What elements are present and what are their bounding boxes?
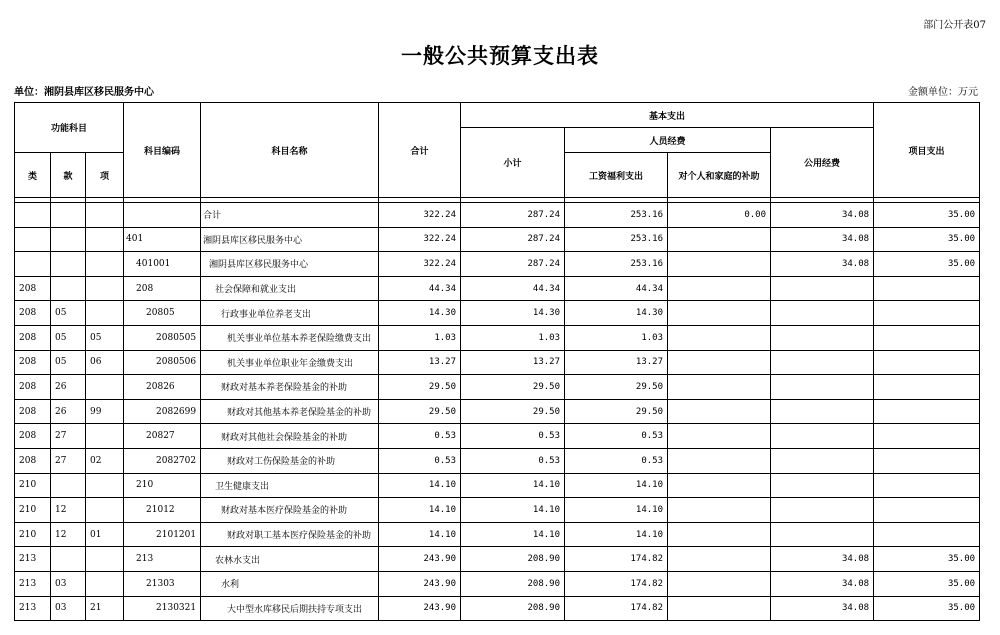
header-public: 公用经费: [771, 128, 874, 198]
table-row: [15, 375, 980, 400]
cell-project: [874, 448, 980, 473]
cell-public: [771, 424, 874, 449]
cell-total: 0.53: [379, 448, 461, 473]
cell-name: 社会保障和就业支出: [201, 276, 379, 301]
cell-kuan: 26: [51, 399, 86, 424]
header-personnel: 人员经费: [565, 128, 771, 153]
cell-subsidy: [668, 375, 771, 400]
cell-kuan: [51, 227, 86, 252]
cell-subsidy: [668, 498, 771, 523]
cell-code: 20826: [124, 375, 201, 400]
cell-subsidy: [668, 301, 771, 326]
header-subject-code: 科目编码: [124, 103, 201, 198]
cell-total: 29.50: [379, 399, 461, 424]
cell-lei: 210: [15, 473, 51, 498]
table-row: [15, 203, 980, 228]
cell-salary: 253.16: [565, 203, 668, 228]
cell-xiang: 02: [86, 448, 124, 473]
cell-subtotal: 29.50: [461, 399, 565, 424]
cell-subsidy: [668, 325, 771, 350]
cell-xiang: 01: [86, 522, 124, 547]
amount-unit-label: 金额单位：万元: [908, 87, 978, 98]
cell-name: 财政对基本医疗保险基金的补助: [201, 498, 379, 523]
cell-lei: 208: [15, 325, 51, 350]
cell-kuan: [51, 276, 86, 301]
cell-subtotal: 287.24: [461, 203, 565, 228]
cell-public: 34.08: [771, 571, 874, 596]
table-row: [15, 547, 980, 572]
cell-code: 2082699: [124, 399, 201, 424]
cell-subtotal: 13.27: [461, 350, 565, 375]
cell-total: 322.24: [379, 252, 461, 277]
cell-lei: 210: [15, 522, 51, 547]
header-kuan: 款: [51, 153, 86, 198]
cell-project: [874, 473, 980, 498]
header-subsidy: 对个人和家庭的补助: [668, 153, 771, 198]
budget-expenditure-table: [14, 102, 980, 621]
table-row: [15, 498, 980, 523]
cell-subsidy: [668, 596, 771, 621]
table-row: [15, 596, 980, 621]
cell-total: 14.10: [379, 498, 461, 523]
cell-project: 35.00: [874, 227, 980, 252]
cell-subtotal: 14.30: [461, 301, 565, 326]
header-lei: 类: [15, 153, 51, 198]
cell-code: 2130321: [124, 596, 201, 621]
cell-subtotal: 208.90: [461, 547, 565, 572]
cell-public: [771, 498, 874, 523]
cell-public: 34.08: [771, 252, 874, 277]
cell-code: 213: [124, 547, 201, 572]
cell-lei: 213: [15, 571, 51, 596]
cell-name: 水利: [201, 571, 379, 596]
header-subject-name: 科目名称: [201, 103, 379, 198]
cell-project: [874, 399, 980, 424]
cell-kuan: 05: [51, 325, 86, 350]
cell-xiang: [86, 276, 124, 301]
cell-name: 行政事业单位养老支出: [201, 301, 379, 326]
cell-subsidy: [668, 252, 771, 277]
cell-project: [874, 498, 980, 523]
cell-xiang: 99: [86, 399, 124, 424]
cell-xiang: 21: [86, 596, 124, 621]
cell-project: 35.00: [874, 547, 980, 572]
cell-project: [874, 325, 980, 350]
cell-name: 财政对工伤保险基金的补助: [201, 448, 379, 473]
cell-xiang: [86, 301, 124, 326]
cell-name: 财政对基本养老保险基金的补助: [201, 375, 379, 400]
cell-total: 243.90: [379, 596, 461, 621]
cell-xiang: [86, 498, 124, 523]
cell-lei: 208: [15, 424, 51, 449]
cell-subsidy: [668, 522, 771, 547]
table-row: [15, 424, 980, 449]
cell-salary: 1.03: [565, 325, 668, 350]
cell-total: 14.30: [379, 301, 461, 326]
cell-code: 2080506: [124, 350, 201, 375]
header-total: 合计: [379, 103, 461, 198]
table-row: [15, 301, 980, 326]
cell-project: 35.00: [874, 252, 980, 277]
cell-name: 大中型水库移民后期扶持专项支出: [201, 596, 379, 621]
cell-name: 财政对其他基本养老保险基金的补助: [201, 399, 379, 424]
cell-salary: 253.16: [565, 227, 668, 252]
cell-lei: [15, 203, 51, 228]
cell-public: [771, 448, 874, 473]
cell-kuan: 12: [51, 498, 86, 523]
cell-project: [874, 301, 980, 326]
cell-subtotal: 14.10: [461, 473, 565, 498]
cell-subsidy: [668, 399, 771, 424]
cell-salary: 44.34: [565, 276, 668, 301]
header-subtotal: 小计: [461, 128, 565, 198]
cell-subsidy: [668, 448, 771, 473]
cell-code: 401: [124, 227, 201, 252]
cell-lei: [15, 227, 51, 252]
cell-kuan: 27: [51, 448, 86, 473]
cell-total: 243.90: [379, 547, 461, 572]
cell-project: 35.00: [874, 203, 980, 228]
cell-kuan: [51, 473, 86, 498]
cell-subtotal: 0.53: [461, 448, 565, 473]
cell-kuan: [51, 203, 86, 228]
table-body: [15, 203, 980, 621]
cell-subsidy: [668, 424, 771, 449]
cell-public: [771, 399, 874, 424]
cell-code: 401001: [124, 252, 201, 277]
cell-salary: 174.82: [565, 547, 668, 572]
cell-project: 35.00: [874, 571, 980, 596]
cell-subtotal: 287.24: [461, 252, 565, 277]
table-row: [15, 350, 980, 375]
cell-subtotal: 14.10: [461, 522, 565, 547]
cell-name: 合计: [201, 203, 379, 228]
cell-total: 14.10: [379, 473, 461, 498]
cell-total: 44.34: [379, 276, 461, 301]
cell-total: 243.90: [379, 571, 461, 596]
table-row: [15, 473, 980, 498]
cell-salary: 14.10: [565, 473, 668, 498]
cell-kuan: 05: [51, 350, 86, 375]
cell-project: [874, 350, 980, 375]
cell-name: 湘阴县库区移民服务中心: [201, 252, 379, 277]
cell-project: [874, 522, 980, 547]
cell-salary: 14.30: [565, 301, 668, 326]
cell-subtotal: 44.34: [461, 276, 565, 301]
header-xiang: 项: [86, 153, 124, 198]
table-row: [15, 399, 980, 424]
cell-xiang: 06: [86, 350, 124, 375]
cell-name: 湘阴县库区移民服务中心: [201, 227, 379, 252]
unit-label: 单位：湘阴县库区移民服务中心: [14, 87, 154, 98]
table-row: [15, 522, 980, 547]
cell-public: 34.08: [771, 203, 874, 228]
table-row: [15, 276, 980, 301]
cell-name: 农林水支出: [201, 547, 379, 572]
cell-xiang: 05: [86, 325, 124, 350]
cell-subtotal: 208.90: [461, 571, 565, 596]
cell-total: 13.27: [379, 350, 461, 375]
cell-code: 21012: [124, 498, 201, 523]
cell-public: [771, 375, 874, 400]
form-number: 部门公开表07: [923, 20, 986, 31]
cell-subtotal: 0.53: [461, 424, 565, 449]
cell-xiang: [86, 375, 124, 400]
cell-code: 2080505: [124, 325, 201, 350]
cell-lei: 208: [15, 276, 51, 301]
cell-public: 34.08: [771, 596, 874, 621]
cell-subsidy: [668, 350, 771, 375]
cell-code: 2082702: [124, 448, 201, 473]
cell-code: 208: [124, 276, 201, 301]
table-row: [15, 227, 980, 252]
cell-public: [771, 276, 874, 301]
cell-subsidy: [668, 276, 771, 301]
cell-project: [874, 276, 980, 301]
cell-salary: 14.10: [565, 498, 668, 523]
cell-name: 机关事业单位职业年金缴费支出: [201, 350, 379, 375]
cell-code: 21303: [124, 571, 201, 596]
cell-total: 322.24: [379, 227, 461, 252]
cell-subtotal: 208.90: [461, 596, 565, 621]
cell-total: 29.50: [379, 375, 461, 400]
cell-lei: 208: [15, 399, 51, 424]
cell-public: [771, 325, 874, 350]
cell-project: [874, 424, 980, 449]
cell-public: [771, 522, 874, 547]
cell-name: 卫生健康支出: [201, 473, 379, 498]
header-project: 项目支出: [874, 103, 980, 198]
cell-subsidy: 0.00: [668, 203, 771, 228]
cell-salary: 14.10: [565, 522, 668, 547]
cell-subtotal: 287.24: [461, 227, 565, 252]
cell-subtotal: 1.03: [461, 325, 565, 350]
cell-project: 35.00: [874, 596, 980, 621]
header-salary: 工资福利支出: [565, 153, 668, 198]
cell-public: [771, 350, 874, 375]
cell-kuan: 03: [51, 596, 86, 621]
cell-kuan: 27: [51, 424, 86, 449]
cell-salary: 174.82: [565, 571, 668, 596]
cell-total: 1.03: [379, 325, 461, 350]
cell-lei: 210: [15, 498, 51, 523]
cell-lei: 208: [15, 301, 51, 326]
cell-subtotal: 14.10: [461, 498, 565, 523]
cell-salary: 174.82: [565, 596, 668, 621]
cell-project: [874, 375, 980, 400]
cell-subsidy: [668, 473, 771, 498]
cell-subtotal: 29.50: [461, 375, 565, 400]
cell-subsidy: [668, 227, 771, 252]
cell-subsidy: [668, 571, 771, 596]
cell-public: [771, 473, 874, 498]
cell-total: 0.53: [379, 424, 461, 449]
cell-lei: 208: [15, 350, 51, 375]
table-row: [15, 325, 980, 350]
cell-total: 322.24: [379, 203, 461, 228]
cell-xiang: [86, 252, 124, 277]
cell-name: 财政对职工基本医疗保险基金的补助: [201, 522, 379, 547]
cell-public: 34.08: [771, 227, 874, 252]
cell-salary: 0.53: [565, 448, 668, 473]
cell-salary: 0.53: [565, 424, 668, 449]
cell-lei: 213: [15, 547, 51, 572]
cell-code: 210: [124, 473, 201, 498]
cell-lei: 208: [15, 375, 51, 400]
cell-kuan: 05: [51, 301, 86, 326]
cell-xiang: [86, 473, 124, 498]
cell-lei: 208: [15, 448, 51, 473]
cell-code: 2101201: [124, 522, 201, 547]
cell-public: [771, 301, 874, 326]
cell-code: 20827: [124, 424, 201, 449]
cell-code: 20805: [124, 301, 201, 326]
cell-subsidy: [668, 547, 771, 572]
cell-salary: 29.50: [565, 399, 668, 424]
cell-kuan: [51, 547, 86, 572]
table-row: [15, 252, 980, 277]
cell-name: 财政对其他社会保险基金的补助: [201, 424, 379, 449]
cell-salary: 29.50: [565, 375, 668, 400]
cell-kuan: [51, 252, 86, 277]
header-basic: 基本支出: [461, 103, 874, 128]
cell-xiang: [86, 424, 124, 449]
cell-code: [124, 203, 201, 228]
cell-public: 34.08: [771, 547, 874, 572]
cell-xiang: [86, 547, 124, 572]
cell-kuan: 12: [51, 522, 86, 547]
cell-kuan: 03: [51, 571, 86, 596]
cell-name: 机关事业单位基本养老保险缴费支出: [201, 325, 379, 350]
table-row: [15, 571, 980, 596]
cell-total: 14.10: [379, 522, 461, 547]
cell-lei: 213: [15, 596, 51, 621]
page-title: 一般公共预算支出表: [401, 43, 599, 68]
header-func-subject: 功能科目: [15, 103, 124, 153]
cell-xiang: [86, 203, 124, 228]
table-row: [15, 448, 980, 473]
cell-lei: [15, 252, 51, 277]
cell-kuan: 26: [51, 375, 86, 400]
cell-xiang: [86, 571, 124, 596]
cell-salary: 13.27: [565, 350, 668, 375]
cell-xiang: [86, 227, 124, 252]
cell-salary: 253.16: [565, 252, 668, 277]
